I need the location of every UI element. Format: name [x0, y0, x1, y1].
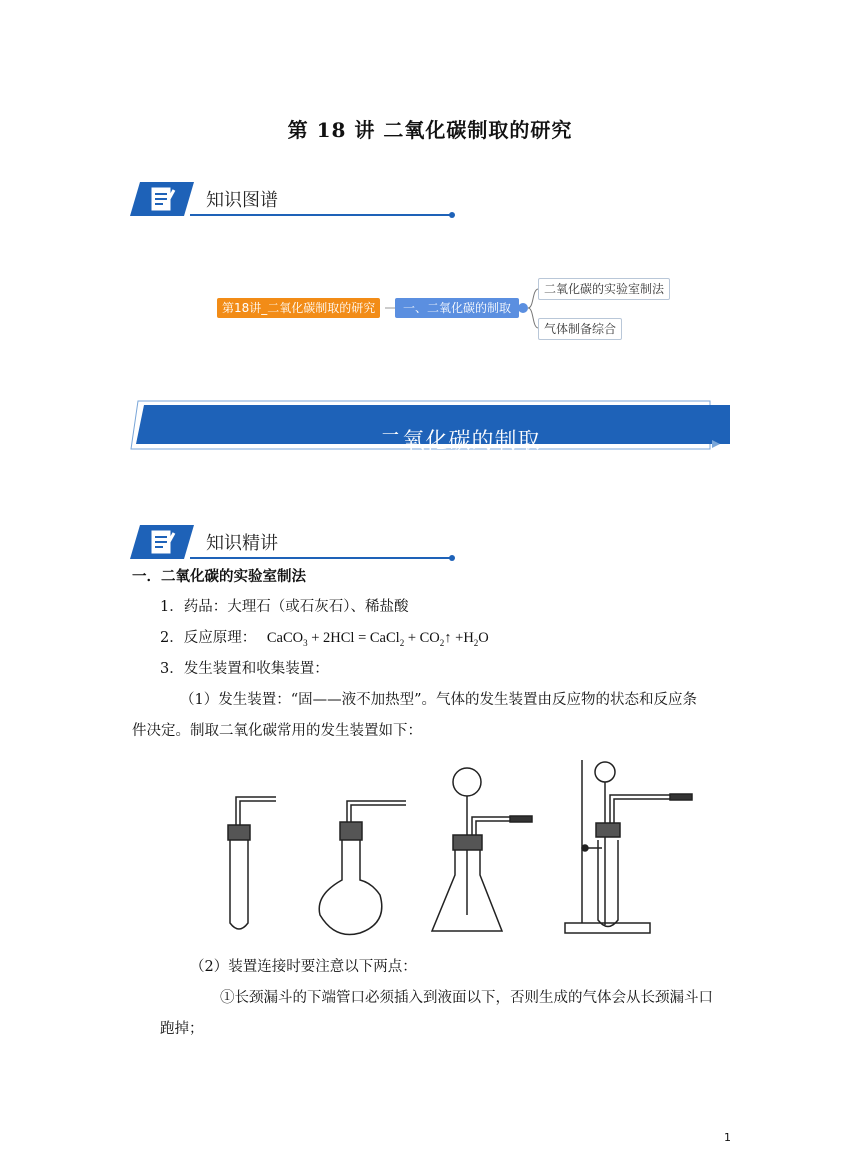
- section-header-key-points: [130, 525, 330, 565]
- chemical-equation: CaCO$_3$ + 2HCl = CaCl$_2$ + $CO_2↑ +H_2O$: [266, 630, 489, 648]
- test-tube-apparatus: [228, 797, 276, 929]
- paragraph-connection: （2）装置连接时要注意以下两点：: [190, 959, 417, 975]
- page-title: 第 18 讲 二氧化碳制取的研究: [287, 118, 573, 142]
- apparatus-figure: [210, 755, 710, 940]
- mindmap-topic-node: 一、二氧化碳的制取: [395, 298, 519, 318]
- mind-map: [0, 0, 860, 400]
- paragraph-funnel-note-cont: 跑掉；: [160, 1021, 204, 1037]
- section-label: 知识精讲: [206, 533, 278, 554]
- notepad-icon: [130, 525, 194, 559]
- heading-lab-method: 一．二氧化碳的实验室制法: [132, 568, 306, 585]
- item-apparatus: 3．发生装置和收集装置：: [160, 661, 329, 677]
- divider-dot: [449, 555, 455, 561]
- mindmap-root-node: 第18讲_二氧化碳制取的研究: [217, 298, 380, 318]
- chapter-banner: [130, 400, 730, 454]
- erlenmeyer-funnel-apparatus: [432, 768, 532, 931]
- paragraph-funnel-note: ①长颈漏斗的下端管口必须插入到液面以下，否则生成的气体会从长颈漏斗口: [220, 990, 713, 1006]
- page-number: 1: [724, 1131, 731, 1144]
- section-label: 知识图谱: [206, 190, 278, 211]
- banner-title: 二氧化碳的制取: [379, 429, 541, 454]
- item-reagents: 1．药品：大理石（或石灰石）、稀盐酸: [160, 599, 409, 615]
- mind-map-connectors: [0, 0, 860, 400]
- paragraph-generator-cont: 件决定。制取二氧化碳常用的发生装置如下：: [132, 723, 422, 739]
- item-reaction-label: 2．反应原理：: [160, 630, 257, 646]
- item-reaction: [160, 627, 489, 654]
- iron-stand-apparatus: [565, 760, 692, 933]
- round-flask-apparatus: [319, 801, 406, 935]
- mindmap-leaf-node-gas-prep: 气体制备综合: [538, 318, 622, 340]
- mindmap-leaf-node-lab-method: 二氧化碳的实验室制法: [538, 278, 670, 300]
- paragraph-generator: （1）发生装置：“固——液不加热型”。气体的发生装置由反应物的状态和反应条: [180, 692, 698, 708]
- divider: [190, 557, 452, 559]
